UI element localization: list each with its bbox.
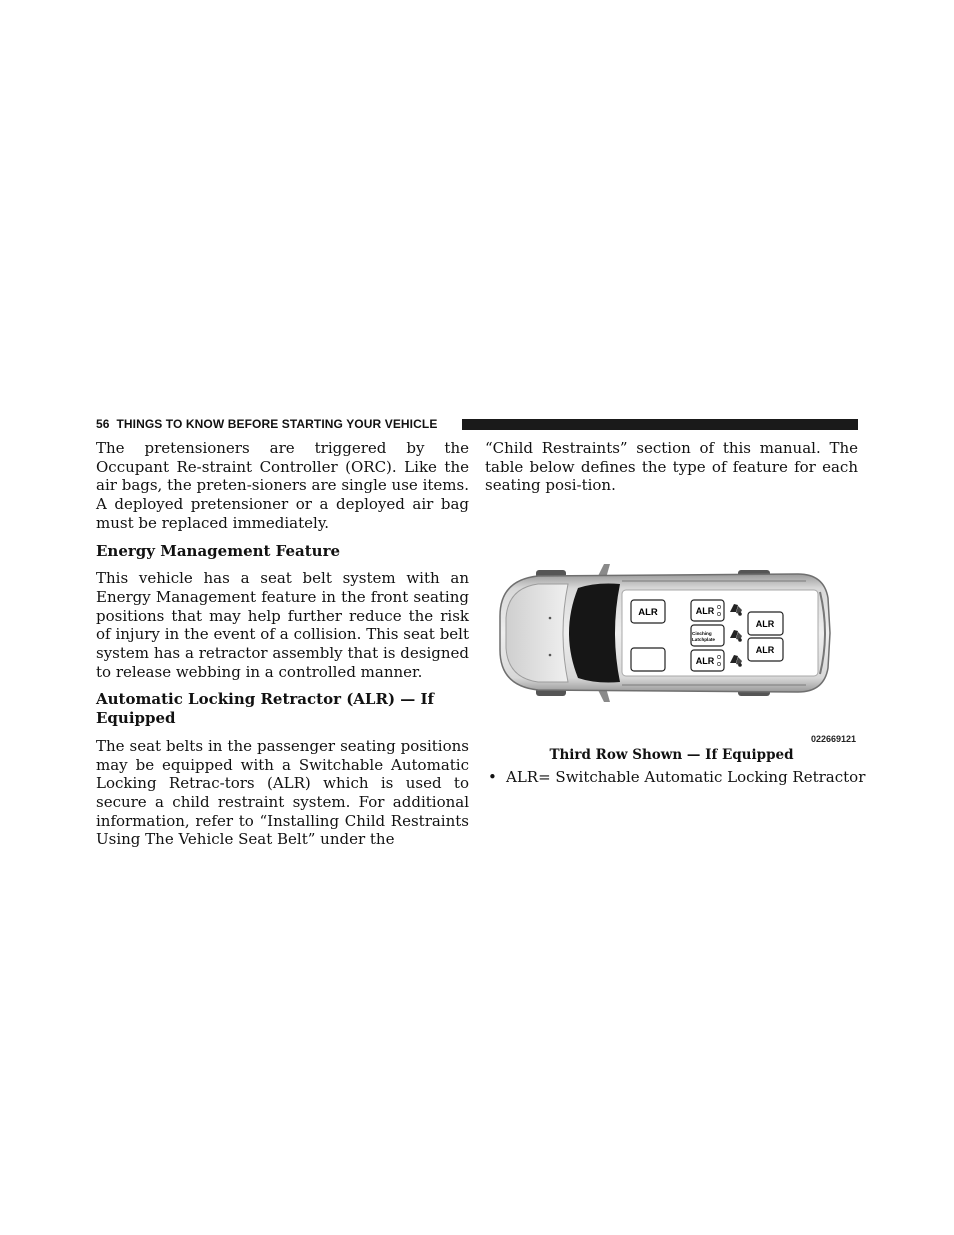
paragraph-pretensioners: The pretensioners are triggered by the Occupant Re-straint Controller (ORC). Like the air bags, the preten-sioners are single use items. A deployed pretensioner or a deployed air bag must be replaced immediately.	[96, 439, 469, 532]
seat-label-alr-2: ALR	[695, 606, 715, 616]
paragraph-energy-management: This vehicle has a seat belt system with an Energy Management feature in the front seating positions that may help further reduce the risk of injury in the event of a collision. This seat belt system has a retractor assembly that is designed to release webbing in a controlled manner.	[96, 569, 469, 681]
vehicle-seating-figure	[498, 558, 860, 744]
cinching-label-line1: Cinching	[692, 631, 712, 636]
cinching-label-line2: Latchplate	[692, 637, 715, 642]
heading-alr: Automatic Locking Retractor (ALR) — If Equipped	[96, 690, 434, 728]
seat-label-alr-1: ALR	[638, 607, 658, 618]
figure-code: 022669121	[810, 734, 856, 744]
figure-caption: Third Row Shown — If Equipped	[549, 747, 794, 763]
header-text	[96, 417, 437, 431]
bullet-text: ALR= Switchable Automatic Locking Retractor	[506, 768, 866, 786]
seat-label-alr-3: ALR	[695, 656, 715, 666]
paragraph-alr: The seat belts in the passenger seating positions may be equipped with a Switchable Automatic Locking Retrac-tors (ALR) which is used to secure a child restraint system. For additional information, refer to “Installing Child Restraints Using The Vehicle Seat Belt” under the	[96, 736, 469, 849]
seat-label-alr-4: ALR	[755, 619, 775, 629]
vehicle-hood	[506, 584, 568, 682]
bullet-item-alr	[488, 768, 866, 786]
right-column	[485, 439, 858, 495]
bullet-symbol: •	[488, 768, 497, 786]
page-number: 56	[96, 417, 110, 431]
paragraph-child-restraints: “Child Restraints” section of this manual. The table below defines the type of feature for each seating posi-tion.	[485, 439, 858, 495]
windshield	[569, 584, 620, 683]
header-rule	[462, 419, 858, 430]
heading-energy-management: Energy Management Feature	[96, 541, 341, 560]
seat-label-alr-5: ALR	[755, 645, 775, 655]
section-title: THINGS TO KNOW BEFORE STARTING YOUR VEHICLE	[116, 417, 438, 431]
vehicle-top-view-illustration	[498, 558, 860, 744]
page-header	[96, 416, 858, 434]
driver-seat	[631, 648, 665, 671]
left-column	[96, 439, 469, 849]
